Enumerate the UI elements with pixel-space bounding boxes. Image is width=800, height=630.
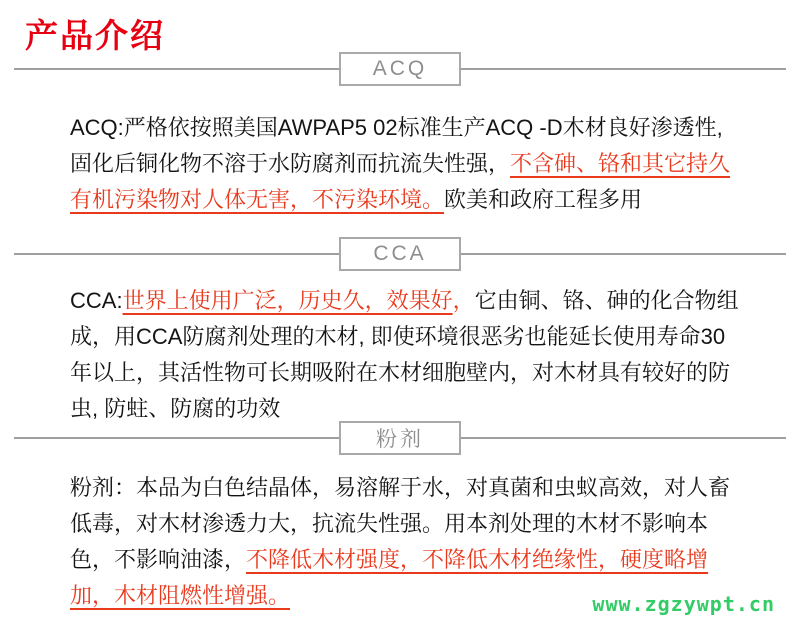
section-header-box — [339, 421, 461, 455]
text-run: 它由铜、铬、砷的化合物组成，用CCA防腐剂处理的木材, 即使环境很恶劣也能延长使用寿命30年以上，其活性物可长期吸附在木材细胞壁内，对木材具有较好的防虫, 防蛀、防腐的功效 — [70, 288, 739, 421]
section-divider — [14, 421, 786, 457]
text-run: 世界上使用广泛，历史久，效果好 — [122, 288, 453, 313]
section-divider — [14, 52, 786, 88]
section-paragraph — [70, 283, 740, 427]
text-run: 欧美和政府工程多用 — [444, 187, 643, 212]
section-label: 粉剂 — [376, 428, 424, 451]
page-title: 产品介绍 — [25, 17, 165, 54]
text-run: ， — [452, 288, 475, 313]
text-run: 不含砷、铬和其它持久有机污染物对人体无害，不污染环境。 — [70, 151, 731, 212]
text-run: ACQ:严格依按照美国AWPAP5 02标准生产ACQ -D木材良好渗透性, 固化后铜化物不溶于水防腐剂而抗流失性强， — [70, 115, 723, 176]
section-paragraph — [70, 110, 740, 218]
text-run: 不降低木材强度，不降低木材绝缘性，硬度略增加，木材阻燃性增强。 — [70, 547, 709, 608]
text-run: 粉剂：本品为白色结晶体，易溶解于水，对真菌和虫蚁高效，对人畜低毒，对木材渗透力大，抗流失性强。用本剂处理的木材不影响本色，不影响油漆， — [70, 475, 731, 572]
section-label: ACQ — [372, 57, 428, 80]
section-divider — [14, 237, 786, 273]
section-header-box — [339, 237, 461, 271]
watermark-url: www.zgzywpt.cn — [592, 592, 775, 616]
text-run: CCA: — [70, 288, 123, 313]
section-label: CCA — [373, 242, 427, 265]
section-header-box — [339, 52, 461, 86]
